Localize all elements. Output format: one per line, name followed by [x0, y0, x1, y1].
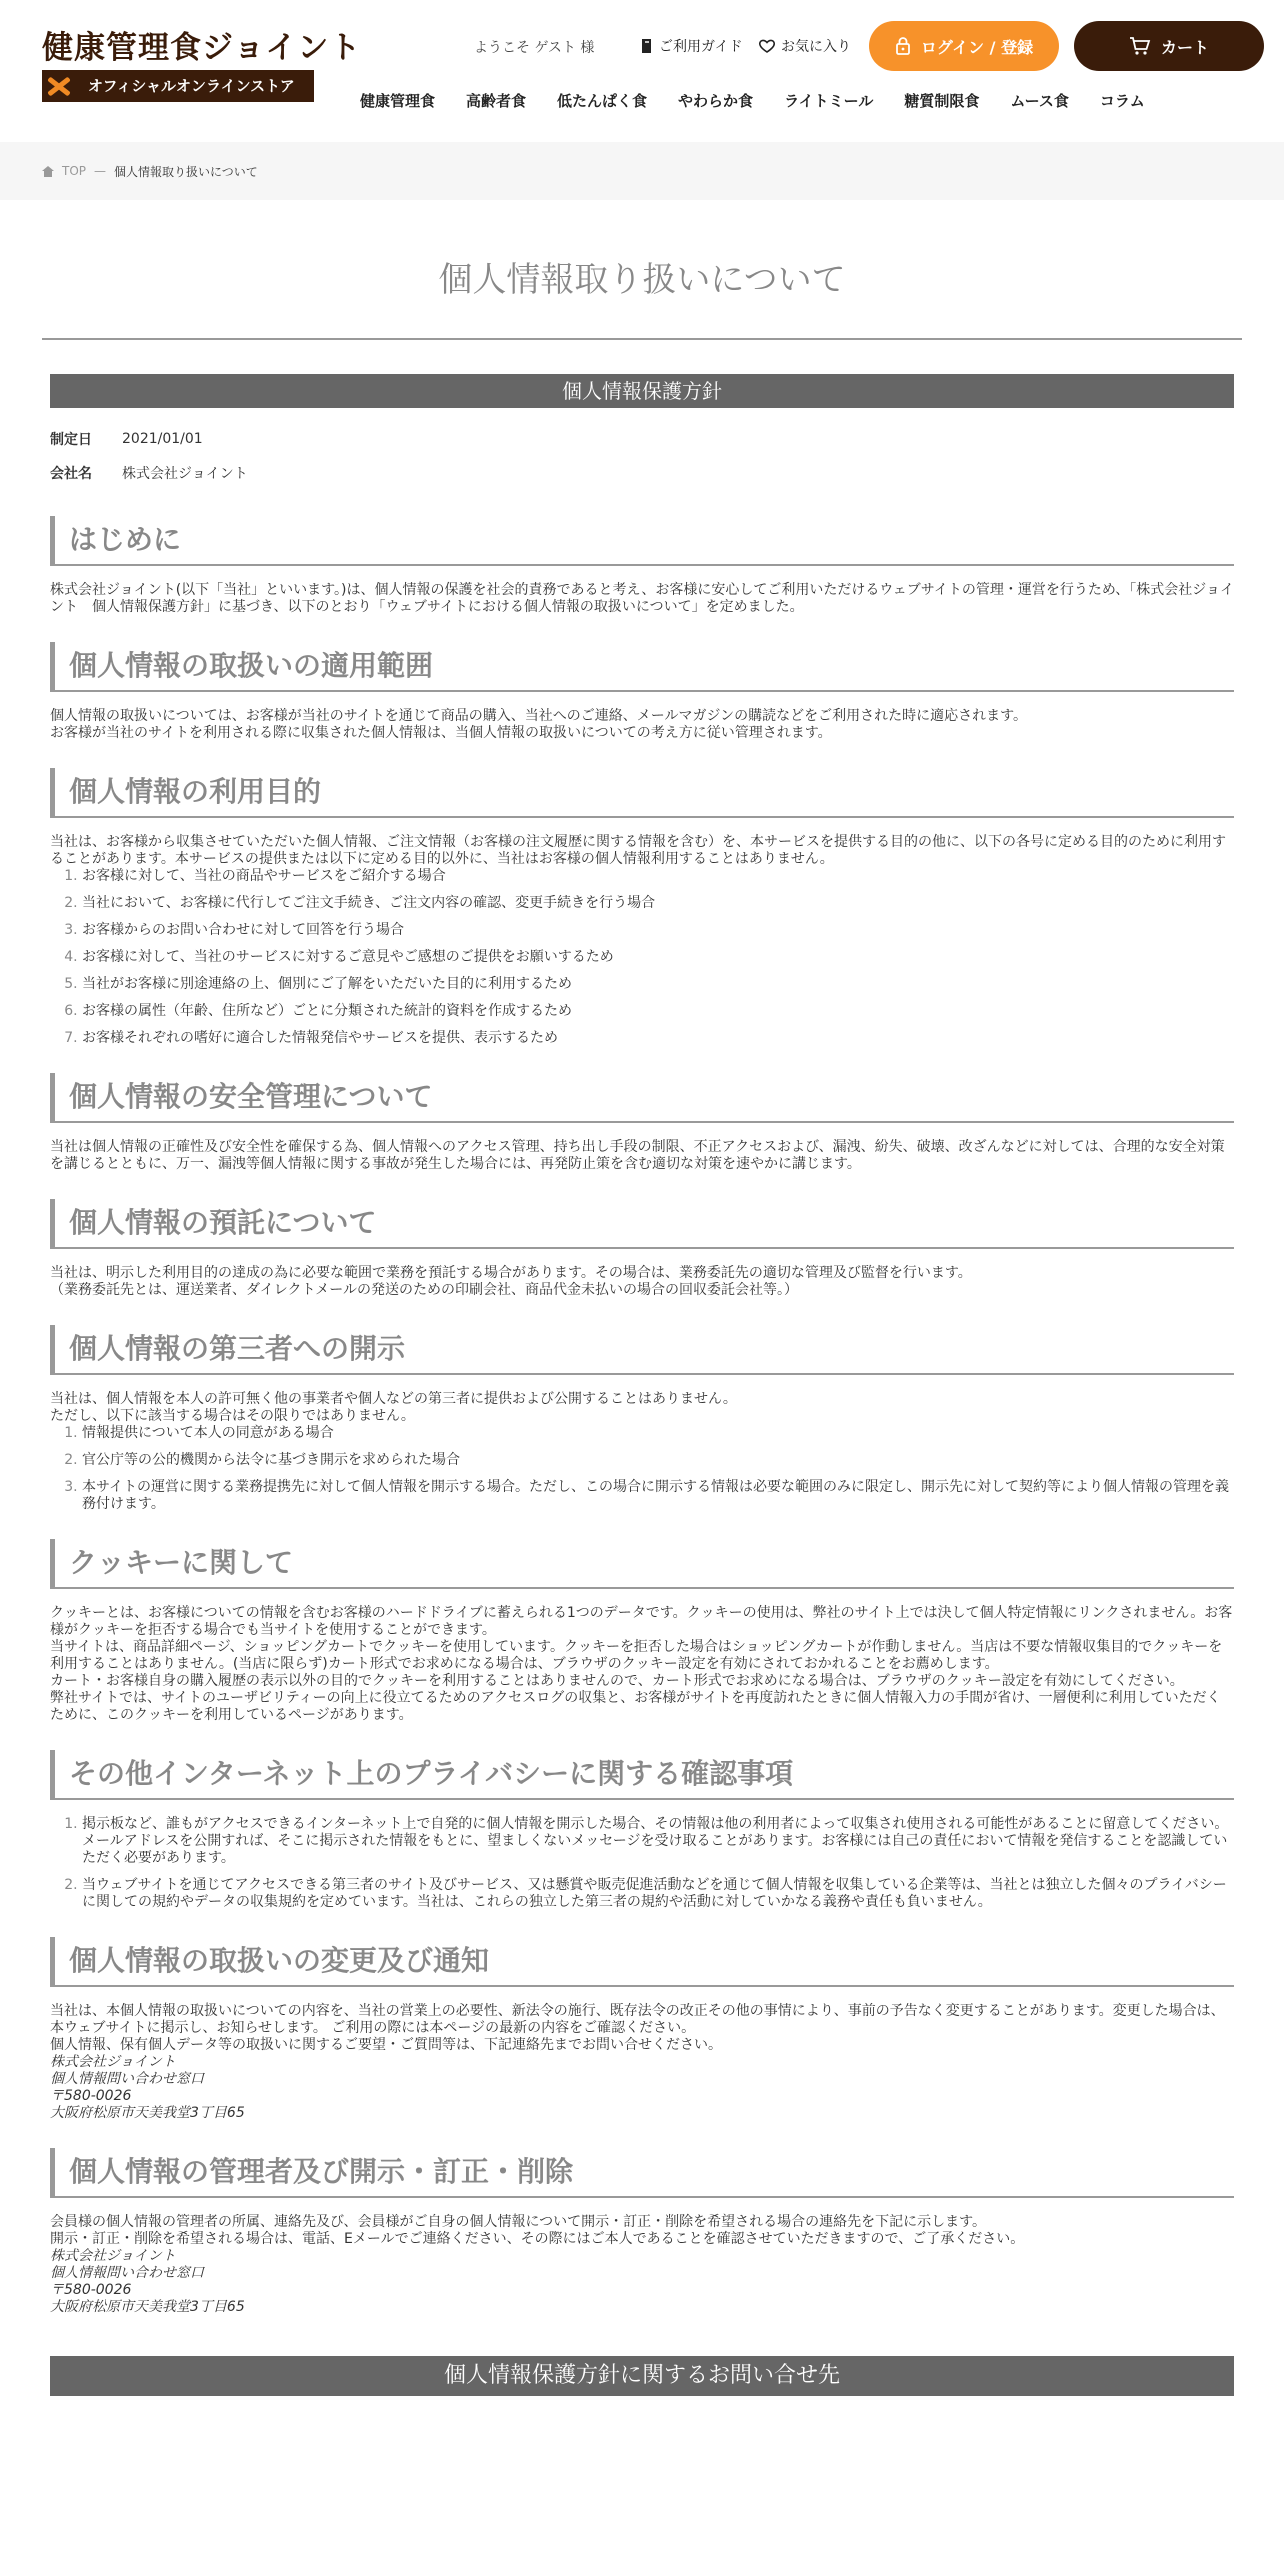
list-item: 2. 当社において、お客様に代行してご注文手続き、ご注文内容の確認、変更手続きを行う場合	[82, 895, 1234, 912]
meta-date-row	[50, 422, 1234, 456]
logo-title[interactable]: 健康管理食ジョイント	[42, 30, 362, 66]
guide-label: ご利用ガイド	[659, 39, 743, 55]
section-paragraph: 会員様の個人情報の管理者の所属、連絡先及び、会員様がご自身の個人情報について開示・訂正・削除を希望される場合の連絡先を下記に示します。	[50, 2214, 987, 2230]
address-line: 株式会社ジョイント	[50, 2248, 176, 2264]
nav-item[interactable]: ライトミール	[784, 92, 874, 110]
main-content	[0, 374, 1284, 2396]
section-paragraph: 株式会社ジョイント(以下「当社」といいます。)は、個人情報の保護を社会的責務であると考え、お客様に安心してご利用いただけるウェブサイトの管理・運営を行うため、「株式会社ジョイント 個人情報保護方針」に基づき、以下のとおり「ウェブサイトにおける個人情報の取扱いについて」を定めました。	[50, 582, 1234, 615]
section-list	[50, 1425, 1234, 1513]
section-body	[50, 1391, 1234, 1513]
section-paragraph: 開示・訂正・削除を希望される場合は、電話、Eメールでご連絡ください、その際にはご本人であることを確認させていただきますので、ご了承ください。	[50, 2231, 1025, 2247]
section-body	[50, 1605, 1234, 1724]
section-paragraph: ただし、以下に該当する場合はその限りではありません。	[50, 1408, 415, 1424]
logo-subtitle-text: オフィシャルオンラインストア	[88, 77, 295, 95]
nav-item[interactable]: やわらか食	[678, 92, 754, 110]
logo-mark-icon	[42, 70, 76, 102]
home-icon[interactable]	[42, 166, 54, 177]
list-item: 1. お客様に対して、当社の商品やサービスをご紹介する場合	[82, 868, 1234, 885]
nav-item[interactable]: コラム	[1099, 92, 1145, 110]
meta-company-label: 会社名	[50, 466, 92, 482]
address-line: 個人情報問い合わせ窓口	[50, 2265, 204, 2281]
section-paragraph: 当社は、本個人情報の取扱いについての内容を、当社の営業上の必要性、新法令の施行、既存法令の改正その他の事情により、事前の予告なく変更することがあります。変更した場合は、本ウェブサイトに掲示し、お知らせします。 ご利用の際には本ページの最新の内容をご確認ください。	[50, 2003, 1225, 2036]
lock-icon	[895, 36, 911, 56]
breadcrumb-home[interactable]: TOP	[62, 164, 87, 178]
breadcrumb	[0, 142, 1284, 200]
nav-item[interactable]: 低たんぱく食	[557, 92, 648, 110]
section-paragraph: お客様が当社のサイトを利用される際に収集された個人情報は、当個人情報の取扱いについての考え方に従い管理されます。	[50, 725, 832, 741]
section-heading: 個人情報の預託について	[50, 1199, 1234, 1249]
title-divider	[42, 338, 1242, 340]
section-heading: 個人情報の安全管理について	[50, 1073, 1234, 1123]
section-paragraph: カート・お客様自身の購入履歴の表示以外の目的でクッキーを利用することはありませんので、カート形式でお求めになる場合は、ブラウザのクッキー設定を有効にしてください。	[50, 1673, 1184, 1689]
list-item: 7. お客様それぞれの嗜好に適合した情報発信やサービスを提供、表示するため	[82, 1030, 1234, 1047]
section-paragraph: 個人情報の取扱いについては、お客様が当社のサイトを通じて商品の購入、当社へのご連絡、メールマガジンの購読などをご利用された時に適応されます。	[50, 708, 1027, 724]
section-heading: クッキーに関して	[50, 1539, 1234, 1589]
guide-link[interactable]	[640, 36, 743, 56]
list-item: 2. 官公庁等の公的機関から法令に基づき開示を求められた場合	[82, 1452, 1234, 1469]
address-line: 個人情報問い合わせ窓口	[50, 2071, 204, 2087]
list-item: 6. お客様の属性（年齢、住所など）ごとに分類された統計的資料を作成するため	[82, 1003, 1234, 1020]
address-line: 〒580-0026	[50, 2088, 132, 2104]
section-body	[50, 1139, 1234, 1173]
breadcrumb-separator: —	[94, 164, 107, 178]
favorites-label: お気に入り	[781, 39, 851, 55]
meta-date-label: 制定日	[50, 432, 92, 448]
global-nav	[360, 90, 1145, 111]
section-body	[50, 2214, 1234, 2316]
meta-company-value: 株式会社ジョイント	[122, 466, 248, 482]
address-line: 大阪府松原市天美我堂3丁目65	[50, 2299, 245, 2315]
section-paragraph: 個人情報、保有個人データ等の取扱いに関するご要望・ご質問等は、下記連絡先までお問い合せください。	[50, 2037, 722, 2053]
section-paragraph: 当社は、お客様から収集させていただいた個人情報、ご注文情報（お客様の注文履歴に関する情報を含む）を、本サービスを提供する目的の他に、以下の各号に定める目的のために利用することがあります。本サービスの提供または以下に定める目的以外に、当社はお客様の個人情報利用することはありません。	[50, 834, 1226, 867]
section-paragraph: 弊社サイトでは、サイトのユーザビリティーの向上に役立てるためのアクセスログの収集と、お客様がサイトを再度訪れたときに個人情報入力の手間が省け、一層便利に利用していただくために、このクッキーを利用しているページがあります。	[50, 1690, 1221, 1723]
section-body	[50, 582, 1234, 616]
section-paragraph: 当社は個人情報の正確性及び安全性を確保する為、個人情報へのアクセス管理、持ち出し手段の制限、不正アクセスおよび、漏洩、紛失、破壊、改ざんなどに対しては、合理的な安全対策を講じるとともに、万一、漏洩等個人情報に関する事故が発生した場合には、再発防止策を含む適切な対策を速やかに講じます。	[50, 1139, 1225, 1172]
section-heading: 個人情報の利用目的	[50, 768, 1234, 818]
section-heading: 個人情報の取扱いの適用範囲	[50, 642, 1234, 692]
list-item: 5. 当社がお客様に別途連絡の上、個別にご了解をいただいた目的に利用するため	[82, 976, 1234, 993]
section-heading: 個人情報の取扱いの変更及び通知	[50, 1937, 1234, 1987]
section-heading: その他インターネット上のプライバシーに関する確認事項	[50, 1750, 1234, 1800]
cart-label: カート	[1160, 37, 1209, 57]
policy-meta	[50, 422, 1234, 490]
meta-date-value: 2021/01/01	[122, 431, 203, 447]
nav-item[interactable]: ムース食	[1010, 92, 1069, 110]
list-item: 3. お客様からのお問い合わせに対して回答を行う場合	[82, 922, 1234, 939]
section-list	[50, 868, 1234, 1047]
list-item: 1. 掲示板など、誰もがアクセスできるインターネット上で自発的に個人情報を開示した場合、その情報は他の利用者によって収集され使用される可能性があることに留意してください。メールアドレスを公開すれば、そこに掲示された情報をもとに、望ましくないメッセージを受け取ることがあります。お客様には自己の責任において情報を発信することを認識していただく必要があります。	[82, 1816, 1234, 1867]
welcome-text: ようこそ ゲスト 様	[474, 40, 595, 56]
favorites-link[interactable]	[758, 36, 851, 56]
address-line: 大阪府松原市天美我堂3丁目65	[50, 2105, 245, 2121]
list-item: 4. お客様に対して、当社のサービスに対するご意見やご感想のご提供をお願いするため	[82, 949, 1234, 966]
list-item: 3. 本サイトの運営に関する業務提携先に対して個人情報を開示する場合。ただし、この場合に開示する情報は必要な範囲のみに限定し、開示先に対して契約等により個人情報の管理を義務付けます。	[82, 1479, 1234, 1513]
section-body	[50, 1816, 1234, 1911]
section-paragraph: 当社は、明示した利用目的の達成の為に必要な範囲で業務を預託する場合があります。その場合は、業務委託先の適切な管理及び監督を行います。	[50, 1265, 972, 1281]
section-paragraph: （業務委託先とは、運送業者、ダイレクトメールの発送のための印刷会社、商品代金未払いの場合の回収委託会社等。）	[50, 1282, 799, 1298]
site-header	[0, 0, 1284, 142]
section-body	[50, 1265, 1234, 1299]
section-paragraph: クッキーとは、お客様についての情報を含むお客様のハードドライブに蓄えられる1つのデータです。クッキーの使用は、弊社のサイト上では決して個人特定情報にリンクされません。お客様がクッキーを拒否する場合でも当サイトを使用することができます。	[50, 1605, 1233, 1638]
list-item: 2. 当ウェブサイトを通じてアクセスできる第三者のサイト及びサービス、又は懸賞や販売促進活動などを通じて個人情報を収集している企業等は、当社とは独立した個々のプライバシーに関しての規約やデータの収集規約を定めています。当社は、これらの独立した第三者の規約や活動に対していかなる義務や責任も負いません。	[82, 1877, 1234, 1911]
contact-band: 個人情報保護方針に関するお問い合せ先	[50, 2356, 1234, 2396]
login-label: ログイン / 登録	[920, 37, 1034, 57]
section-list	[50, 1816, 1234, 1911]
section-body	[50, 708, 1234, 742]
meta-company-row	[50, 456, 1234, 490]
address-line: 株式会社ジョイント	[50, 2054, 176, 2070]
policy-sections	[50, 516, 1234, 2316]
page-title: 個人情報取り扱いについて	[438, 260, 846, 300]
guide-book-icon	[640, 38, 654, 54]
section-heading: 個人情報の管理者及び開示・訂正・削除	[50, 2148, 1234, 2198]
logo-subtitle	[42, 70, 314, 102]
heart-icon	[758, 38, 776, 54]
section-paragraph: 当サイトは、商品詳細ページ、ショッピングカートでクッキーを使用しています。クッキーを拒否した場合はショッピングカートが作動しません。当店は不要な情報収集目的でクッキーを利用することはありません。(当店に限らず)カート形式でお求めになる場合は、ブラウザのクッキー設定を有効にされておかれることをお薦めします。	[50, 1639, 1223, 1672]
section-body	[50, 834, 1234, 1047]
address-line: 〒580-0026	[50, 2282, 132, 2298]
nav-item[interactable]: 高齢者食	[466, 92, 527, 110]
section-heading: 個人情報の第三者への開示	[50, 1325, 1234, 1375]
login-button[interactable]	[869, 21, 1059, 71]
section-paragraph: 当社は、個人情報を本人の許可無く他の事業者や個人などの第三者に提供および公開することはありません。	[50, 1391, 737, 1407]
section-body	[50, 2003, 1234, 2122]
nav-item[interactable]: 健康管理食	[360, 92, 436, 110]
list-item: 1. 情報提供について本人の同意がある場合	[82, 1425, 1234, 1442]
nav-item[interactable]: 糖質制限食	[904, 92, 980, 110]
breadcrumb-current: 個人情報取り扱いについて	[114, 164, 258, 179]
section-heading: はじめに	[50, 516, 1234, 566]
cart-button[interactable]	[1074, 21, 1264, 71]
policy-band: 個人情報保護方針	[50, 374, 1234, 408]
cart-icon	[1129, 36, 1151, 56]
